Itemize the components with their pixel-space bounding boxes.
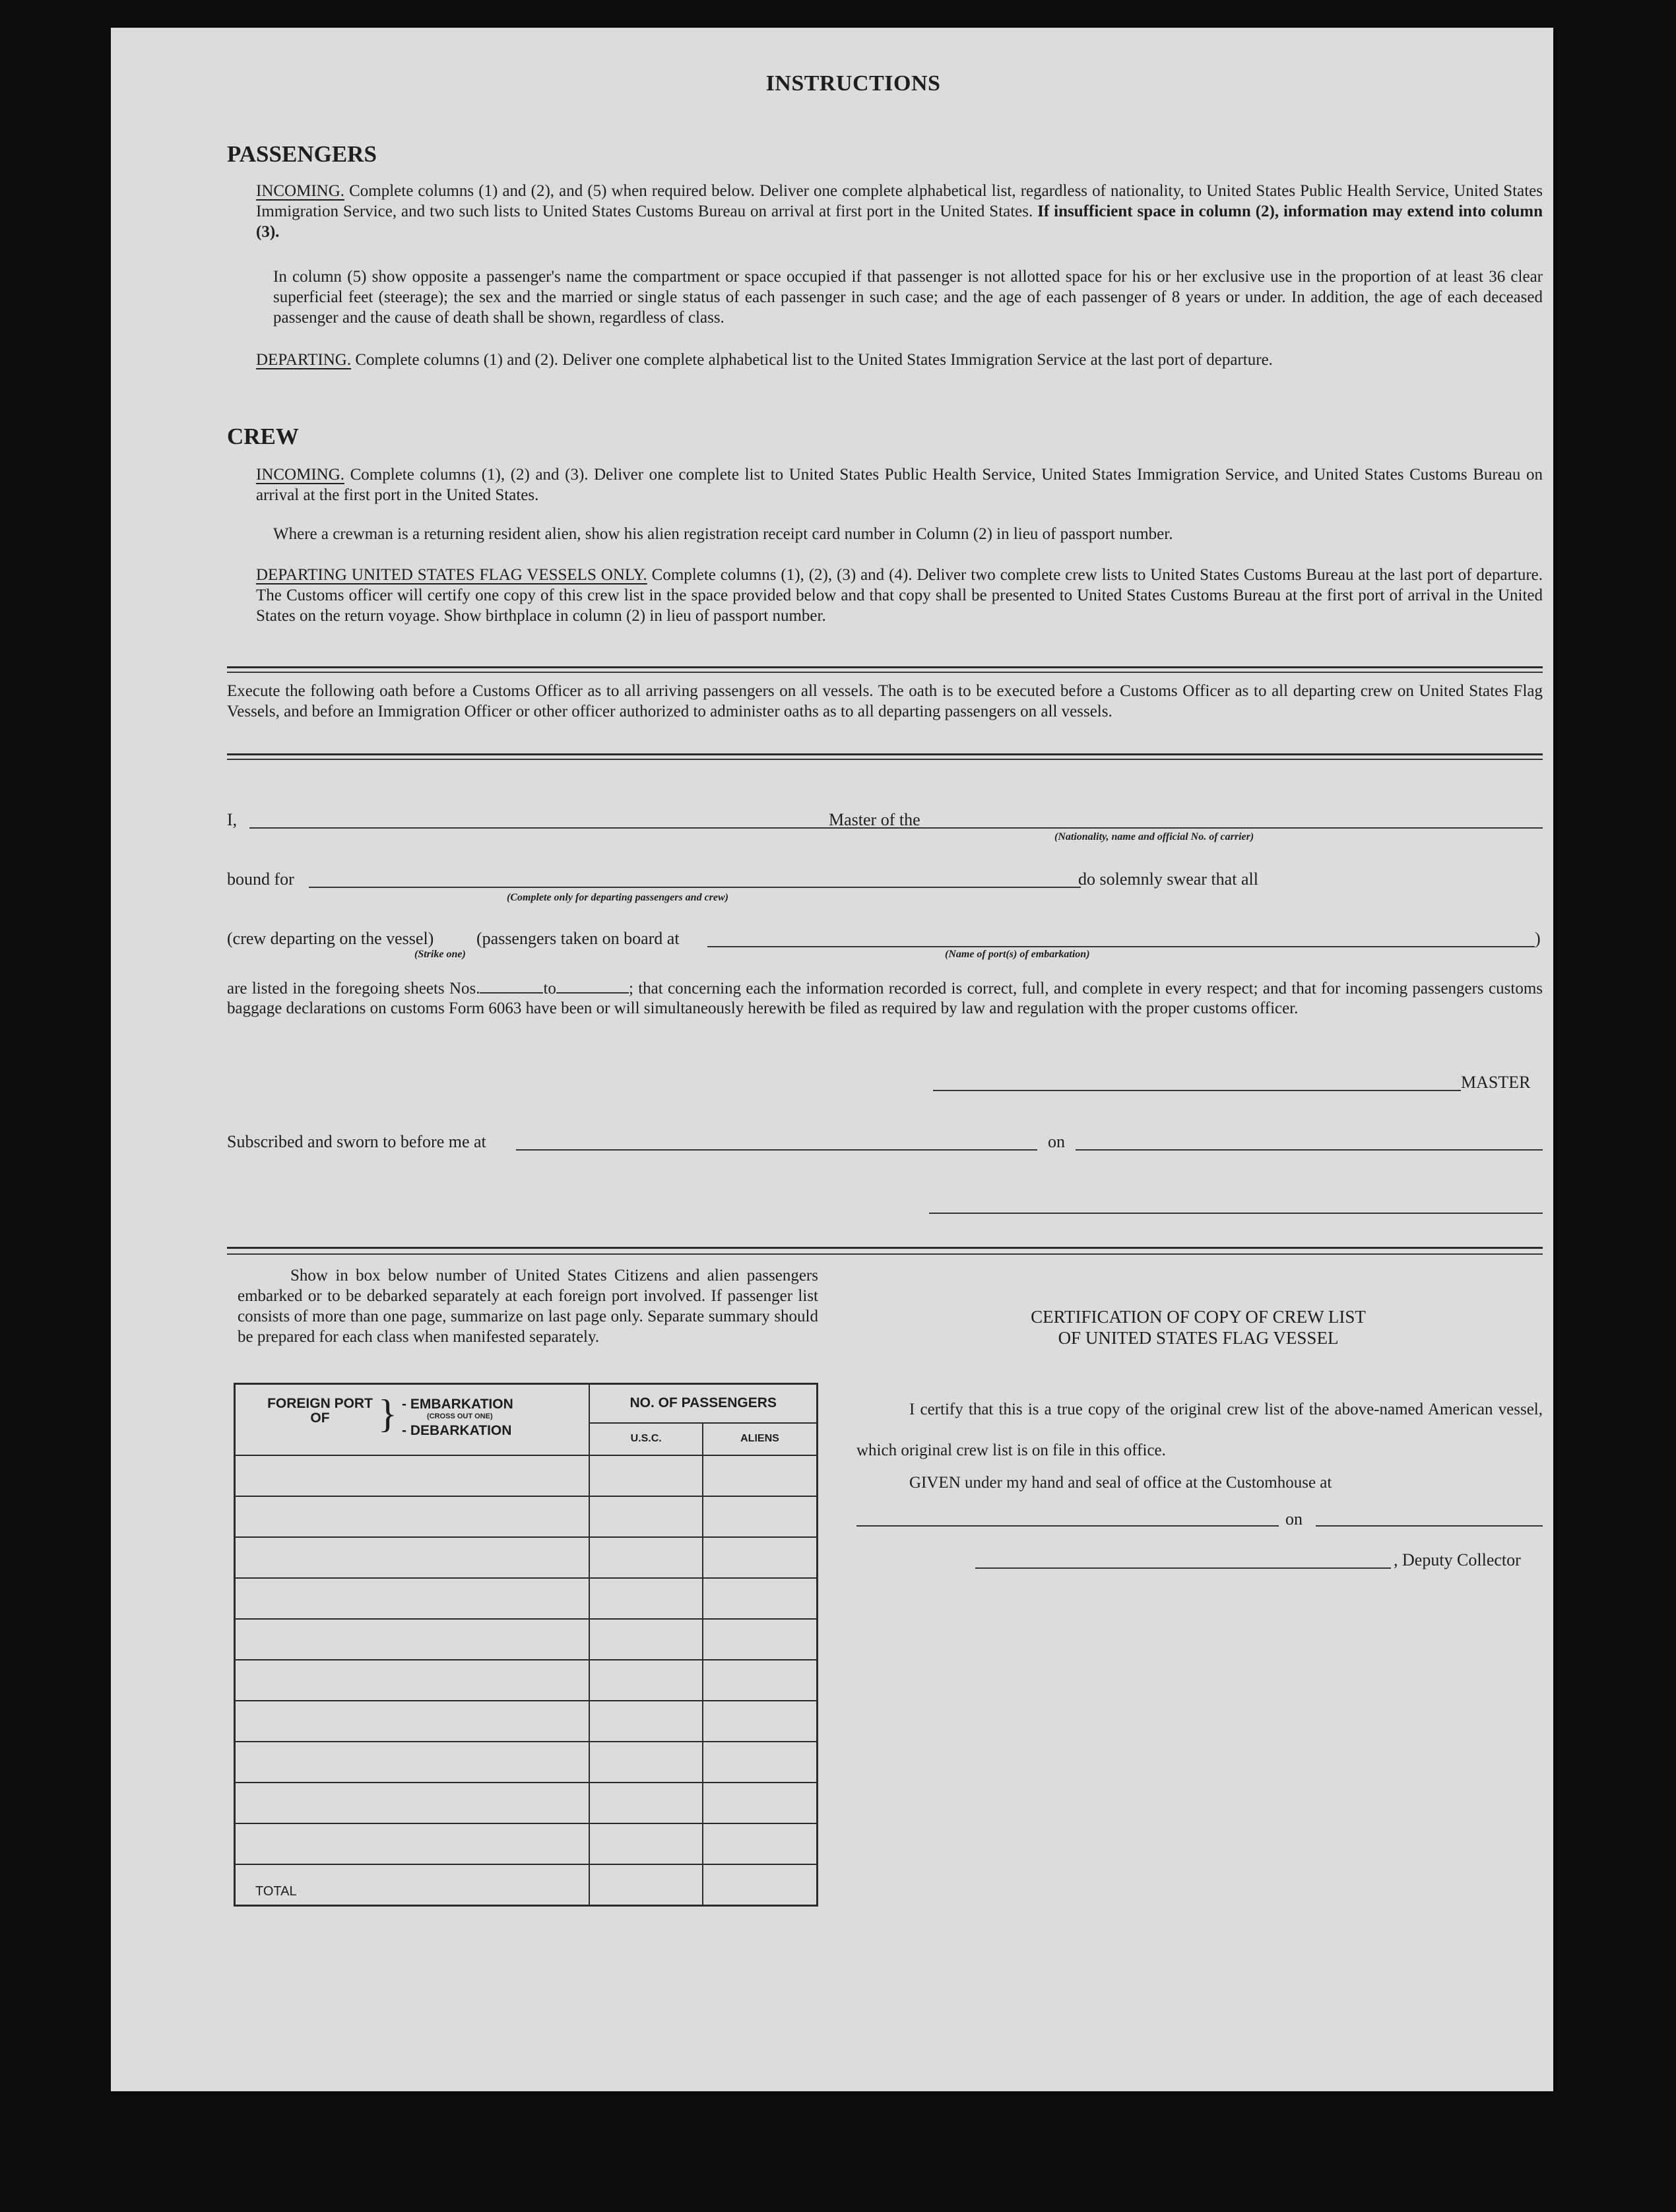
carrier-field[interactable] xyxy=(932,827,1543,829)
brace-icon: } xyxy=(378,1392,397,1436)
sheet-to-field[interactable] xyxy=(556,992,629,994)
crew-departing-label: DEPARTING UNITED STATES FLAG VESSELS ONLY. xyxy=(256,566,647,584)
listed-rest-text: ; that concerning each the information recorded is correct, full, and complete in every respect; and that for incoming passengers customs baggage declarations on customs Form 6063 have been or will simultaneously herewith be filed as required by law and regulation with the proper customs officer. xyxy=(227,980,1543,1017)
aliens-header: ALIENS xyxy=(703,1423,818,1455)
certify-text: I certify that this is a true copy of the original crew list of the above-named American vessel, which original crew list is on file in this office. xyxy=(856,1401,1543,1459)
usc-cell[interactable] xyxy=(589,1660,703,1701)
summary-instructions: Show in box below number of United States Citizens and alien passengers embarked or to be debarked separately at each foreign port involved. If passenger list consists of more than one page, summarize on last page only. Separate summary should be prepared for each class when manifested separately. xyxy=(238,1267,818,1346)
divider-rule xyxy=(227,753,1543,755)
certification-heading xyxy=(934,1306,1462,1348)
usc-cell[interactable] xyxy=(589,1496,703,1537)
certification-heading-line1: CERTIFICATION OF COPY OF CREW LIST xyxy=(1031,1307,1366,1327)
table-row xyxy=(235,1823,818,1864)
usc-cell[interactable] xyxy=(589,1701,703,1742)
strike-caption: (Strike one) xyxy=(414,949,466,960)
certification-on-label: on xyxy=(1285,1509,1303,1529)
no-passengers-header: NO. OF PASSENGERS xyxy=(589,1384,817,1423)
aliens-cell[interactable] xyxy=(703,1823,818,1864)
port-cell[interactable] xyxy=(235,1660,590,1701)
crew-heading: CREW xyxy=(227,424,299,449)
certification-heading-line2: OF UNITED STATES FLAG VESSEL xyxy=(1058,1328,1339,1348)
embarkation-caption: (Name of port(s) of embarkation) xyxy=(945,949,1090,960)
port-cell[interactable] xyxy=(235,1619,590,1660)
oath-i-label: I, xyxy=(227,810,238,829)
swear-label: do solemnly swear that all xyxy=(1078,869,1258,889)
given-text: GIVEN under my hand and seal of office at the Customhouse at xyxy=(909,1474,1332,1492)
port-cell[interactable] xyxy=(235,1742,590,1783)
certification-date-field[interactable] xyxy=(1316,1525,1543,1527)
bound-for-caption: (Complete only for departing passengers and crew) xyxy=(507,892,728,903)
total-label: TOTAL xyxy=(235,1864,590,1905)
bound-for-field[interactable] xyxy=(309,887,1081,888)
port-cell[interactable] xyxy=(235,1496,590,1537)
passengers-incoming-paragraph xyxy=(256,181,1543,242)
table-row xyxy=(235,1783,818,1823)
customhouse-field[interactable] xyxy=(856,1525,1279,1527)
foreign-port-of-label: FOREIGN PORT OF xyxy=(267,1396,373,1426)
sworn-date-field[interactable] xyxy=(1076,1149,1543,1151)
aliens-cell[interactable] xyxy=(703,1496,818,1537)
crew-incoming-text: Complete columns (1), (2) and (3). Deliver one complete list to United States Public Health Service, United States Immigration Service, and United States Customs Bureau on arrival at the first port in the United States. xyxy=(256,466,1543,504)
crew-incoming-paragraph xyxy=(256,464,1543,505)
total-row xyxy=(235,1864,818,1905)
divider-rule xyxy=(227,672,1543,673)
carrier-caption: (Nationality, name and official No. of carrier) xyxy=(1054,831,1254,842)
to-label: to xyxy=(543,980,556,997)
usc-cell[interactable] xyxy=(589,1742,703,1783)
port-cell[interactable] xyxy=(235,1455,590,1496)
passengers-column5-paragraph: In column (5) show opposite a passenger's name the compartment or space occupied if that passenger is not allotted space for his or her exclusive use in the proportion of at least 36 clear superficial feet (steerage); the sex and the married or single status of each passenger in such case; and the age of each passenger of 8 years or under. In addition, the age of each deceased passenger and the cause of death shall be shown, regardless of class. xyxy=(273,268,1543,327)
aliens-cell[interactable] xyxy=(703,1455,818,1496)
passengers-incoming-note: If insufficient space in column (2), information may extend into column (3). xyxy=(256,203,1543,241)
table-row xyxy=(235,1742,818,1783)
table-row xyxy=(235,1496,818,1537)
master-signature-field[interactable] xyxy=(933,1090,1461,1091)
sworn-place-field[interactable] xyxy=(516,1149,1037,1151)
table-row xyxy=(235,1660,818,1701)
page-title: INSTRUCTIONS xyxy=(765,71,941,96)
table-row xyxy=(235,1578,818,1619)
aliens-cell[interactable] xyxy=(703,1537,818,1578)
close-paren: ) xyxy=(1535,929,1541,948)
crew-departing-text: Complete columns (1), (2), (3) and (4). Deliver two complete crew lists to United States Customs Bureau at the last port of departure. The Customs officer will certify one copy of this crew list in the space provided below and that copy shall be presented to United States Customs Bureau at the first port of arrival in the United States on the return voyage. Show birthplace in column (2) in lieu of passport number. xyxy=(256,566,1543,625)
form-page xyxy=(111,28,1553,2091)
crew-resident-paragraph: Where a crewman is a returning resident alien, show his alien registration receipt card number in Column (2) in lieu of passport number. xyxy=(273,525,1173,543)
port-cell[interactable] xyxy=(235,1537,590,1578)
usc-cell[interactable] xyxy=(589,1619,703,1660)
subscribed-label: Subscribed and sworn to before me at xyxy=(227,1132,486,1151)
table-row xyxy=(235,1455,818,1496)
crew-departing-option: (crew departing on the vessel) xyxy=(227,929,434,948)
aliens-cell[interactable] xyxy=(703,1783,818,1823)
officer-signature-field[interactable] xyxy=(929,1213,1543,1214)
oath-listed-paragraph xyxy=(227,979,1543,1019)
passengers-departing-text: Complete columns (1) and (2). Deliver one complete alphabetical list to the United States Immigration Service at the last port of departure. xyxy=(355,351,1273,369)
divider-rule xyxy=(227,666,1543,668)
aliens-cell[interactable] xyxy=(703,1742,818,1783)
usc-total-cell[interactable] xyxy=(589,1864,703,1905)
table-row xyxy=(235,1619,818,1660)
passengers-heading: PASSENGERS xyxy=(227,141,377,167)
embarkation-label: - EMBARKATION xyxy=(402,1397,513,1412)
crew-incoming-label: INCOMING. xyxy=(256,466,345,484)
debarkation-label: - DEBARKATION xyxy=(402,1423,512,1438)
table-row xyxy=(235,1701,818,1742)
oath-instructions: Execute the following oath before a Customs Officer as to all arriving passengers on all vessels. The oath is to be executed before a Customs Officer as to all departing crew on United States Flag Vessels, and before an Immigration Officer or other officer authorized to administer oaths as to all departing passengers on all vessels. xyxy=(227,682,1543,720)
divider-rule xyxy=(227,1247,1543,1249)
usc-header: U.S.C. xyxy=(589,1423,703,1455)
aliens-cell[interactable] xyxy=(703,1701,818,1742)
table-row xyxy=(235,1537,818,1578)
usc-cell[interactable] xyxy=(589,1537,703,1578)
passenger-summary-table xyxy=(234,1383,818,1907)
divider-rule xyxy=(227,1253,1543,1255)
usc-cell[interactable] xyxy=(589,1783,703,1823)
aliens-cell[interactable] xyxy=(703,1660,818,1701)
master-label: MASTER xyxy=(1461,1073,1531,1092)
sworn-on-label: on xyxy=(1048,1132,1065,1151)
port-cell[interactable] xyxy=(235,1701,590,1742)
port-cell[interactable] xyxy=(235,1783,590,1823)
listed-start-text: are listed in the foregoing sheets Nos. xyxy=(227,980,480,997)
cross-out-label: (CROSS OUT ONE) xyxy=(427,1412,493,1420)
passengers-taken-option: (passengers taken on board at xyxy=(476,929,680,948)
port-cell[interactable] xyxy=(235,1823,590,1864)
divider-rule xyxy=(227,759,1543,760)
deputy-collector-label: , Deputy Collector xyxy=(1394,1550,1521,1569)
port-header-cell xyxy=(235,1384,590,1456)
aliens-cell[interactable] xyxy=(703,1578,818,1619)
port-cell[interactable] xyxy=(235,1578,590,1619)
passengers-incoming-label: INCOMING. xyxy=(256,182,345,200)
usc-cell[interactable] xyxy=(589,1578,703,1619)
master-of-label: Master of the xyxy=(829,810,920,829)
aliens-total-cell[interactable] xyxy=(703,1864,818,1905)
passengers-incoming-text: Complete columns (1) and (2), and (5) when required below. Deliver one complete alphabetical list, regardless of nationality, to United States Public Health Service, United States Immigration Service, and two such lists to United States Customs Bureau on arrival at first port in the United States. xyxy=(256,182,1543,220)
passengers-departing-label: DEPARTING. xyxy=(256,351,352,369)
embarkation-port-field[interactable] xyxy=(707,946,1535,947)
crew-departing-paragraph xyxy=(256,565,1543,626)
aliens-cell[interactable] xyxy=(703,1619,818,1660)
bound-for-label: bound for xyxy=(227,869,294,889)
usc-cell[interactable] xyxy=(589,1823,703,1864)
deputy-signature-field[interactable] xyxy=(975,1567,1391,1569)
passengers-departing-paragraph xyxy=(256,350,1543,370)
usc-cell[interactable] xyxy=(589,1455,703,1496)
sheet-from-field[interactable] xyxy=(480,992,543,994)
